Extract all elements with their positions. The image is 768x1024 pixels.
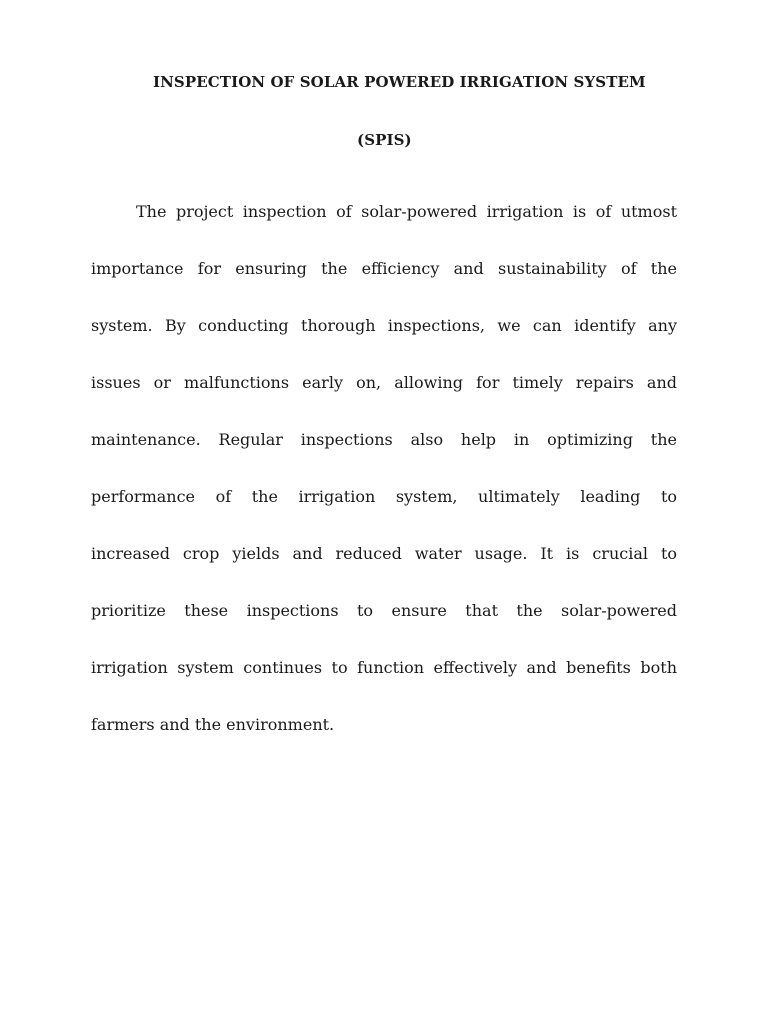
paragraph-line: issues or malfunctions early on, allowing for timely repairs and	[91, 373, 677, 392]
paragraph-line: maintenance. Regular inspections also help in optimizing the	[91, 430, 677, 449]
paragraph-line: farmers and the environment.	[91, 715, 335, 734]
paragraph-line: performance of the irrigation system, ultimately leading to	[91, 487, 677, 506]
paragraph-line: increased crop yields and reduced water usage. It is crucial to	[91, 544, 677, 563]
document-subtitle: (SPIS)	[357, 131, 412, 149]
paragraph-line: irrigation system continues to function effectively and benefits both	[91, 658, 677, 677]
paragraph-line: prioritize these inspections to ensure that the solar-powered	[91, 601, 677, 620]
paragraph-line: The project inspection of solar-powered irrigation is of utmost	[136, 202, 677, 221]
paragraph-line: importance for ensuring the efficiency and sustainability of the	[91, 259, 677, 278]
document-title: INSPECTION OF SOLAR POWERED IRRIGATION SYSTEM	[153, 73, 646, 91]
paragraph-line: system. By conducting thorough inspections, we can identify any	[91, 316, 677, 335]
